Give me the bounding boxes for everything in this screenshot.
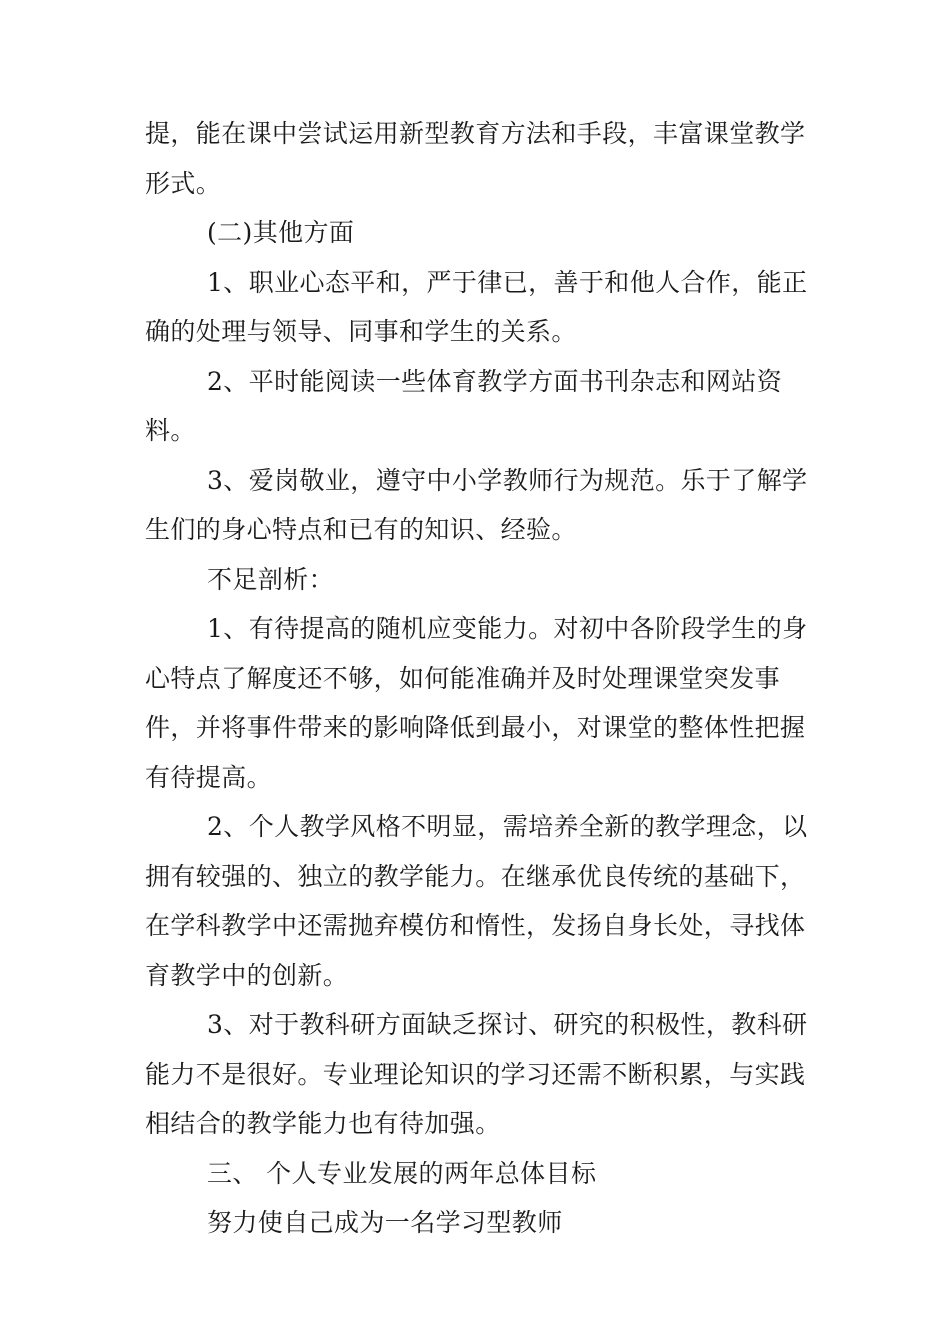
shortcoming-item-2: 2、个人教学风格不明显，需培养全新的教学理念，以拥有较强的、独立的教学能力。在继承优良传统的基础下，在学科教学中还需抛弃模仿和惰性，发扬自身长处，寻找体育教学中的创新。 xyxy=(145,812,808,990)
section-heading-shortcomings: 不足剖析： xyxy=(207,564,335,594)
section-heading-goals: 三、 个人专业发展的两年总体目标 xyxy=(207,1158,597,1188)
document-body xyxy=(145,109,825,1248)
paragraph-continuation: 提，能在课中尝试运用新型教育方法和手段，丰富课堂教学形式。 xyxy=(145,119,806,198)
list-item-2: 2、平时能阅读一些体育教学方面书刊杂志和网站资料。 xyxy=(145,366,783,445)
list-item-1: 1、职业心态平和，严于律已，善于和他人合作，能正确的处理与领导、同事和学生的关系。 xyxy=(145,267,808,346)
section-heading-other-aspects: (二)其他方面 xyxy=(207,218,355,247)
goal-paragraph: 努力使自己成为一名学习型教师 xyxy=(207,1208,563,1237)
shortcoming-item-3: 3、对于教科研方面缺乏探讨、研究的积极性，教科研能力不是很好。专业理论知识的学习还需不断积累，与实践相结合的教学能力也有待加强。 xyxy=(145,1010,808,1138)
list-item-3: 3、爱岗敬业，遵守中小学教师行为规范。乐于了解学生们的身心特点和已有的知识、经验。 xyxy=(145,465,808,544)
shortcoming-item-1: 1、有待提高的随机应变能力。对初中各阶段学生的身心特点了解度还不够，如何能准确并及时处理课堂突发事件，并将事件带来的影响降低到最小，对课堂的整体性把握有待提高。 xyxy=(145,614,808,792)
